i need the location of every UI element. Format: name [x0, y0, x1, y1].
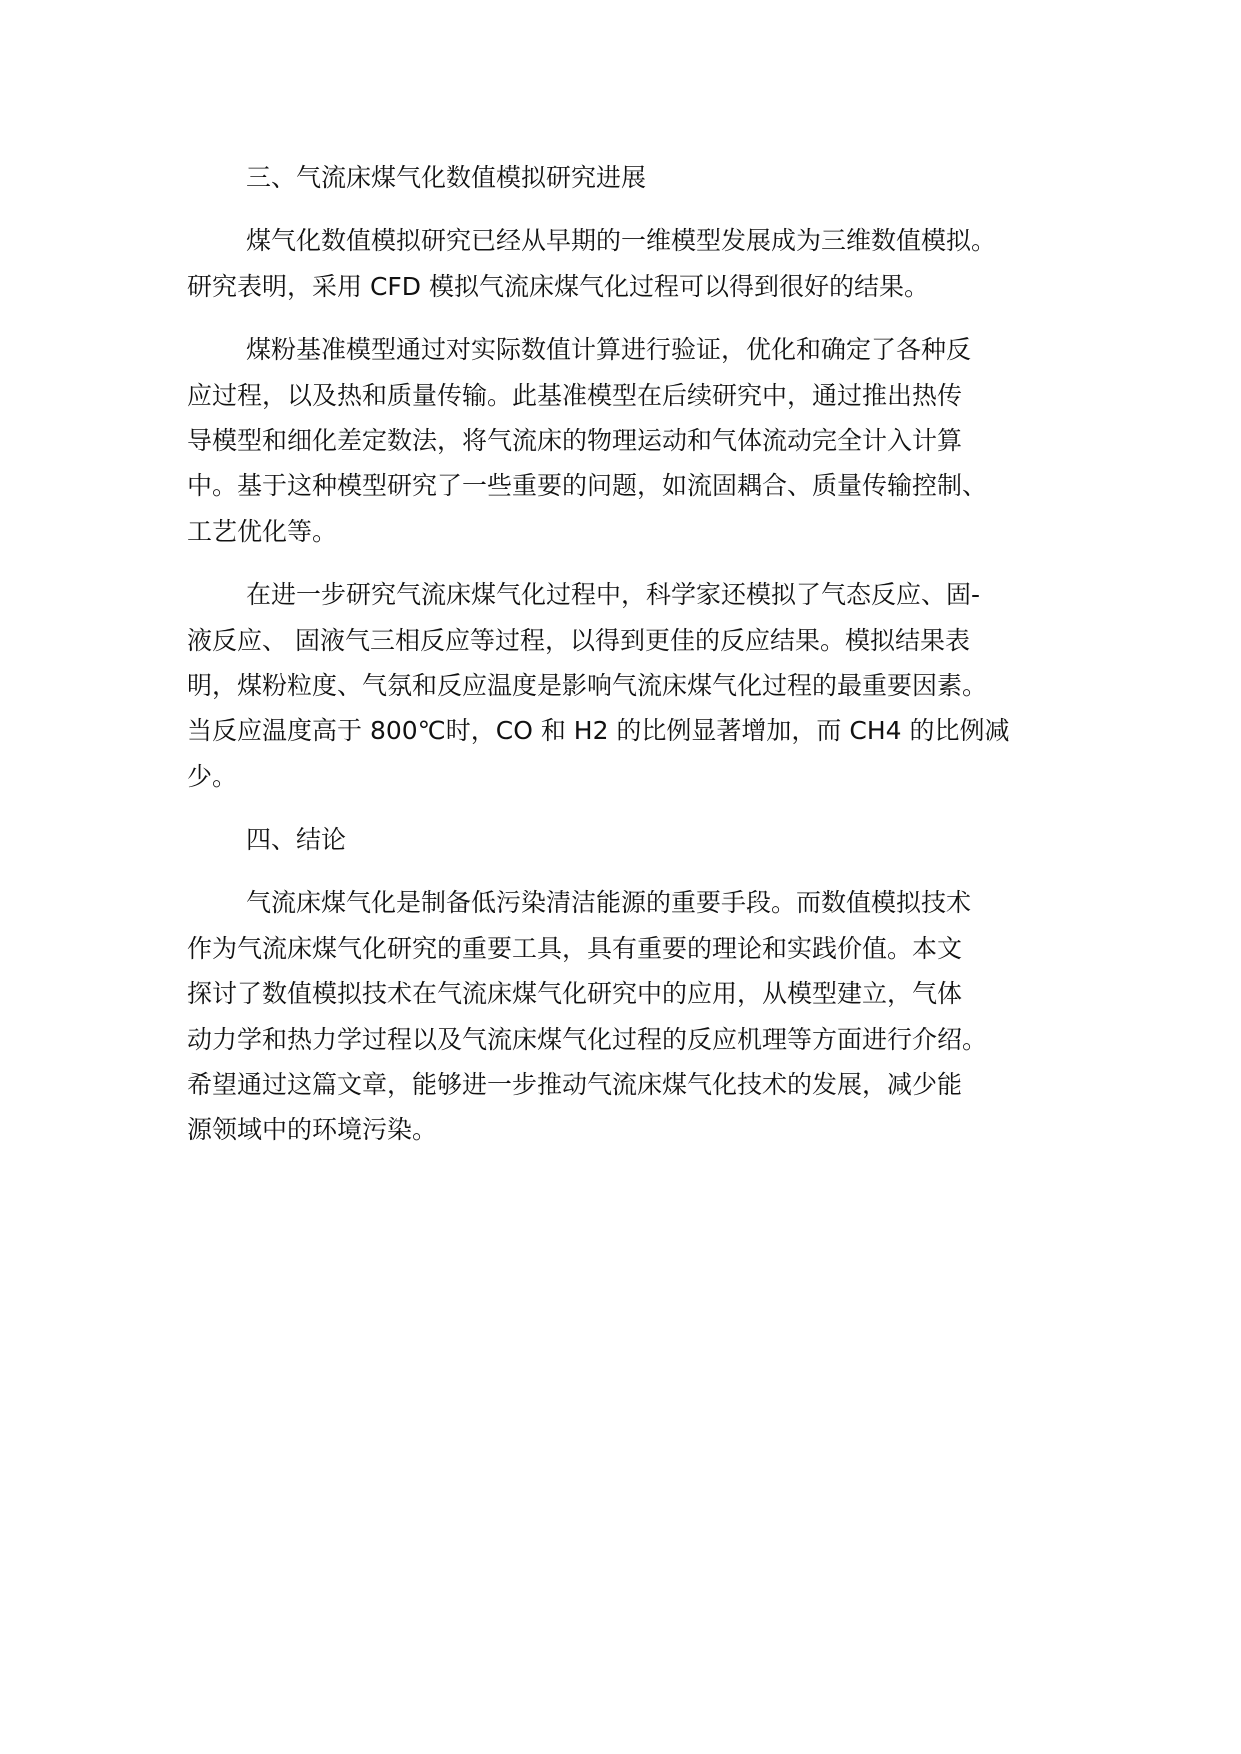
paragraph-line: 煤气化数值模拟研究已经从早期的一维模型发展成为三维数值模拟。	[246, 226, 997, 256]
paragraph-line: 源领域中的环境污染。	[187, 1115, 438, 1145]
section-heading-3: 三、气流床煤气化数值模拟研究进展	[246, 163, 647, 192]
paragraph-line: 动力学和热力学过程以及气流床煤气化过程的反应机理等方面进行介绍。	[187, 1024, 988, 1054]
paragraph-line: 作为气流床煤气化研究的重要工具，具有重要的理论和实践价值。本文	[187, 933, 963, 963]
paragraph-line: 希望通过这篇文章，能够进一步推动气流床煤气化技术的发展，减少能	[187, 1070, 963, 1100]
section-heading-4: 四、结论	[246, 825, 347, 855]
paragraph-line: 在进一步研究气流床煤气化过程中，科学家还模拟了气态反应、固-	[246, 580, 981, 610]
paragraph-line: 气流床煤气化是制备低污染清洁能源的重要手段。而数值模拟技术	[246, 888, 972, 918]
paragraph-2	[187, 327, 1087, 554]
document-body	[187, 155, 1087, 1153]
paragraph-line: 研究表明，采用 CFD 模拟气流床煤气化过程可以得到很好的结果。	[187, 271, 929, 301]
paragraph-line: 液反应、 固液气三相反应等过程，以得到更佳的反应结果。模拟结果表	[187, 625, 970, 655]
paragraph-1	[187, 218, 1087, 309]
paragraph-line: 探讨了数值模拟技术在气流床煤气化研究中的应用，从模型建立，气体	[187, 979, 963, 1009]
paragraph-3	[187, 572, 1087, 799]
paragraph-line: 煤粉基准模型通过对实际数值计算进行验证，优化和确定了各种反	[246, 335, 972, 365]
paragraph-line: 明，煤粉粒度、气氛和反应温度是影响气流床煤气化过程的最重要因素。	[187, 670, 988, 700]
paragraph-line: 导模型和细化差定数法，将气流床的物理运动和气体流动完全计入计算	[187, 425, 963, 455]
paragraph-line: 中。基于这种模型研究了一些重要的问题，如流固耦合、质量传输控制、	[187, 471, 988, 501]
paragraph-line: 当反应温度高于 800℃时，CO 和 H2 的比例显著增加，而 CH4 的比例减	[187, 716, 1010, 746]
paragraph-line: 应过程，以及热和质量传输。此基准模型在后续研究中，通过推出热传	[187, 380, 963, 410]
paragraph-line: 工艺优化等。	[187, 516, 338, 546]
paragraph-line: 少。	[187, 761, 238, 791]
paragraph-4	[187, 880, 1087, 1152]
